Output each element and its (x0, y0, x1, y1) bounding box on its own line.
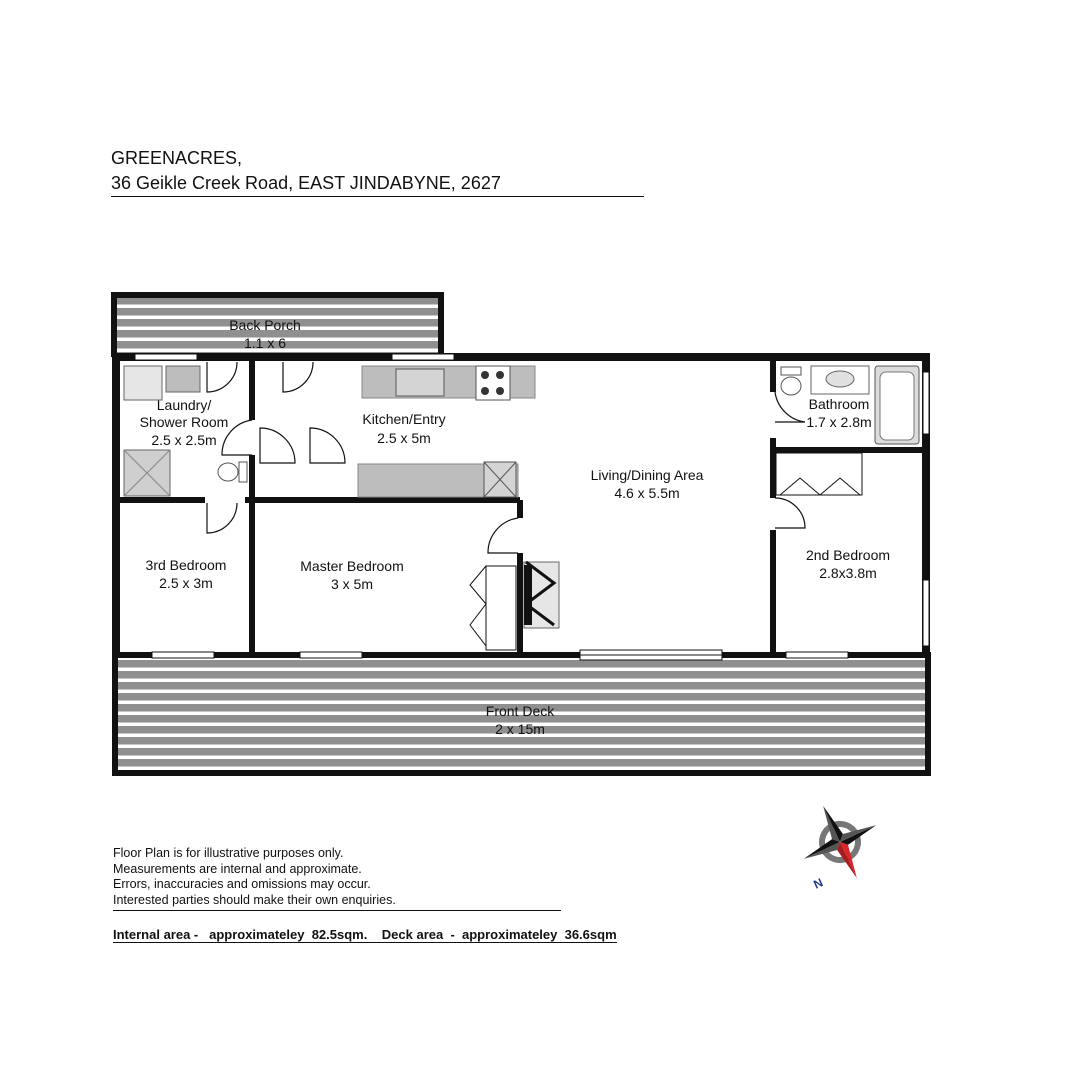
front-deck-name: Front Deck (485, 703, 555, 719)
living-name: Living/Dining Area (590, 467, 704, 483)
laundry-size: 2.5 x 2.5m (151, 432, 217, 448)
fireplace-icon (524, 562, 559, 628)
laundry-fixtures (124, 366, 247, 496)
master-size: 3 x 5m (330, 576, 374, 592)
compass-north-label: N (811, 875, 826, 892)
bedroom3-size: 2.5 x 3m (159, 575, 213, 591)
bedroom2-size: 2.8x3.8m (819, 565, 877, 581)
bathroom-name: Bathroom (808, 396, 870, 412)
back-porch-name: Back Porch (229, 317, 301, 333)
area-summary: Internal area - approximateley 82.5sqm. Deck area - approximateley 36.6sqm (113, 927, 617, 942)
living-size: 4.6 x 5.5m (614, 485, 680, 501)
kitchen-name: Kitchen/Entry (362, 411, 446, 427)
disclaimer (113, 846, 561, 911)
disclaimer-line: Measurements are internal and approximate. (113, 861, 362, 876)
front-deck-size: 2 x 15m (495, 721, 545, 737)
bathroom-size: 1.7 x 2.8m (806, 414, 872, 430)
disclaimer-line: Errors, inaccuracies and omissions may occur. (113, 877, 371, 891)
laundry-name-2: Shower Room (139, 414, 229, 430)
property-name: GREENACRES, (111, 148, 243, 168)
compass-icon (787, 789, 893, 895)
back-porch-size: 1.1 x 6 (243, 335, 287, 351)
bedroom2-name: 2nd Bedroom (805, 547, 891, 563)
disclaimer-line: Interested parties should make their own enquiries. (113, 892, 396, 907)
laundry-name-1: Laundry/ (156, 397, 212, 413)
kitchen-size: 2.5 x 5m (377, 430, 431, 446)
interior-walls (119, 360, 924, 654)
disclaimer-line: Floor Plan is for illustrative purposes only. (113, 846, 344, 860)
property-address: 36 Geikle Creek Road, EAST JINDABYNE, 2627 (111, 171, 644, 197)
master-name: Master Bedroom (300, 558, 404, 574)
bedroom3-name: 3rd Bedroom (145, 557, 227, 573)
